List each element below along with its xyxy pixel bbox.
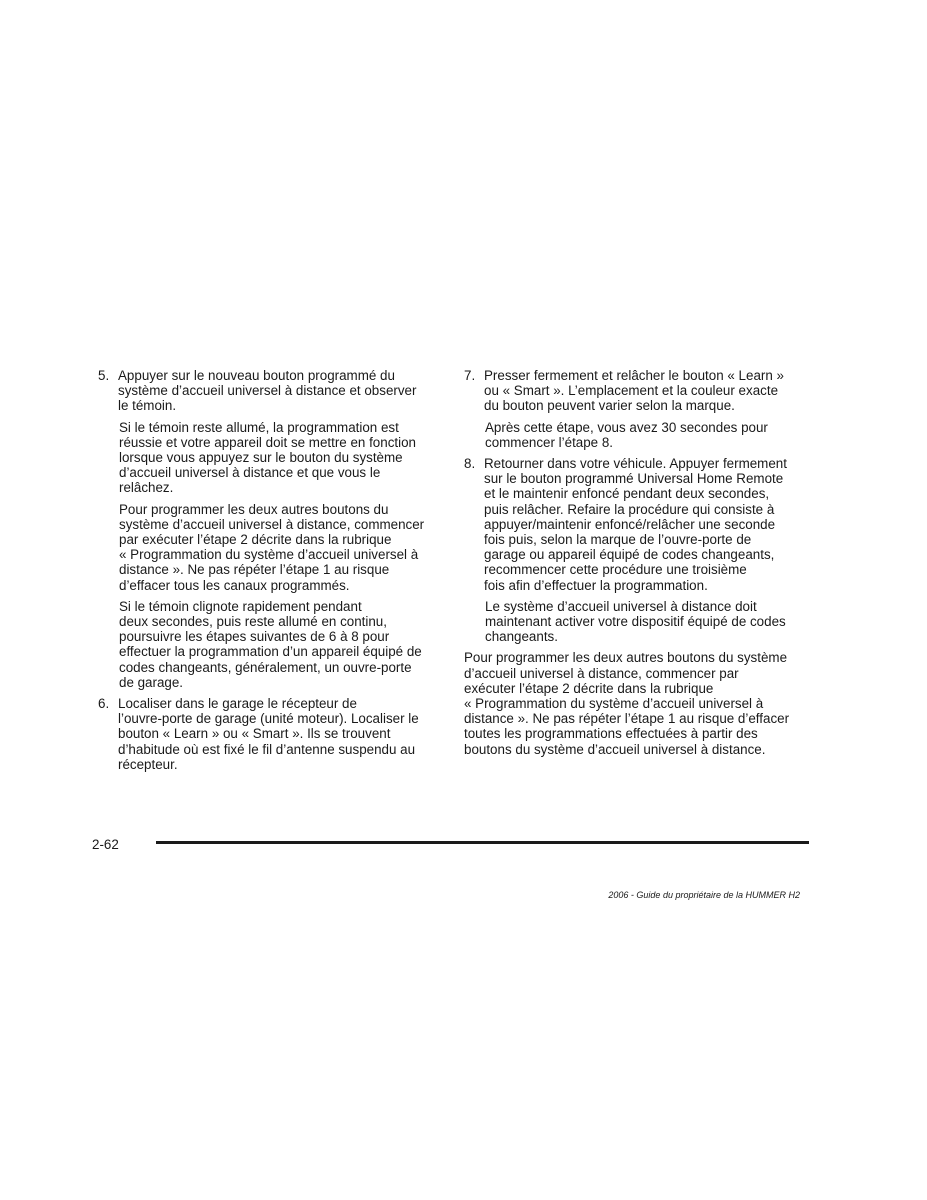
closing-paragraph: Pour programmer les deux autres boutons du système d’accueil universel à distance, commencer par exécuter l’étape 2 décrite dans la rubrique « Programmation du système d’accueil universel à distance ». Ne pas répéter l’étape 1 au risque d’effacer toutes les programmations effectuées à partir des boutons du système d’accueil universel à distance. (464, 650, 790, 757)
step-5-note-3: Si le témoin clignote rapidement pendant deux secondes, puis reste allumé en continu, poursuivre les étapes suivantes de 6 à 8 pour effectuer la programmation d’un appareil équipé de codes changeants, généralement, un ouvre-porte de garage. (119, 598, 422, 690)
step-number: 5. (98, 368, 110, 383)
left-column (98, 368, 438, 778)
step-5-note-2: Pour programmer les deux autres boutons du système d’accueil universel à distance, commencer par exécuter l’étape 2 décrite dans la rubrique « Programmation du système d’accueil universel à distance ». Ne pas répéter l’étape 1 au risque d’effacer tous les canaux programmés. (119, 501, 425, 593)
step-8-note: Le système d’accueil universel à distance doit maintenant activer votre dispositif équipé de codes changeants. (485, 598, 786, 645)
step-text: Appuyer sur le nouveau bouton programmé du système d’accueil universel à distance et observer le témoin. (118, 368, 417, 414)
step-text: Presser fermement et relâcher le bouton « Learn » ou « Smart ». L’emplacement et la couleur exacte du bouton peuvent varier selon la marque. (484, 368, 784, 414)
step-7-note: Après cette étape, vous avez 30 secondes pour commencer l’étape 8. (485, 419, 768, 450)
step-6 (98, 696, 438, 772)
step-number: 6. (98, 696, 110, 712)
step-number: 8. (464, 456, 476, 472)
page-number: 2-62 (92, 837, 119, 852)
step-number: 7. (464, 368, 476, 383)
step-5-note-1: Si le témoin reste allumé, la programmation est réussie et votre appareil doit se mettre en fonction lorsque vous appuyez sur le bouton du système d’accueil universel à distance et que vous le relâchez. (119, 419, 416, 496)
page-rule (156, 841, 809, 844)
step-7 (464, 368, 809, 414)
right-column (464, 368, 809, 763)
step-8 (464, 456, 809, 593)
step-5 (98, 368, 438, 414)
step-text: Localiser dans le garage le récepteur de l’ouvre-porte de garage (unité moteur). Localiser le bouton « Learn » ou « Smart ». Ils se trouvent d’habitude où est fixé le fil d’antenne suspendu au récepteur. (118, 696, 419, 772)
footer-text: 2006 - Guide du propriétaire de la HUMMER H2 (608, 890, 800, 900)
step-text: Retourner dans votre véhicule. Appuyer fermement sur le bouton programmé Universal Home Remote et le maintenir enfoncé pendant deux secondes, puis relâcher. Refaire la procédure qui consiste à appuyer/maintenir enfoncé/relâcher une seconde fois puis, selon la marque de l’ouvre-porte de garage ou appareil équipé de codes changeants, recommencer cette procédure une troisième fois afin d’effectuer la programmation. (484, 456, 787, 593)
